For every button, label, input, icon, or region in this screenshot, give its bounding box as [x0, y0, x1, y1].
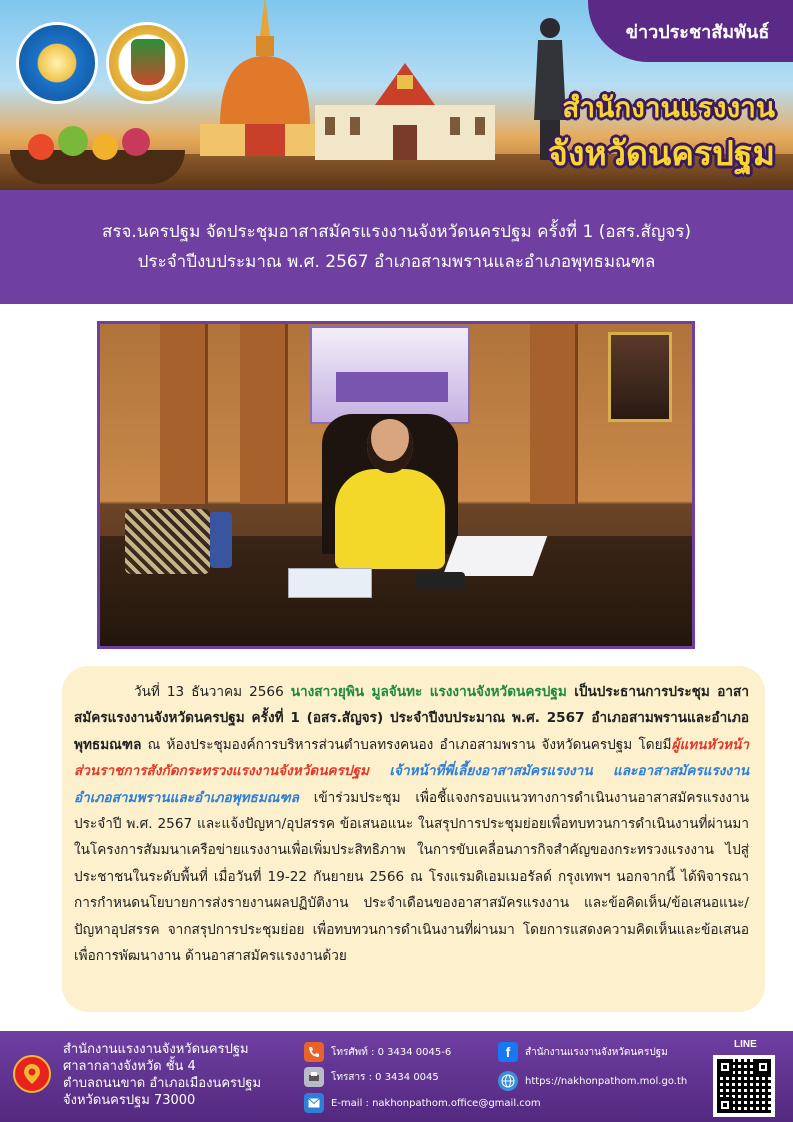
- article-box: [62, 666, 765, 1012]
- ministry-of-labour-logo: [106, 22, 188, 104]
- footer-address: [63, 1041, 288, 1109]
- fruit-illustration: [28, 134, 54, 160]
- org-name-line1: สำนักงานแรงงาน: [562, 91, 775, 124]
- press-release-label: ข่าวประชาสัมพันธ์: [625, 21, 770, 42]
- projector-screen: [310, 326, 470, 424]
- headline-bar: [0, 190, 793, 304]
- wall-panel: [160, 324, 208, 504]
- address-line: จังหวัดนครปฐม 73000: [63, 1093, 196, 1108]
- contact-phone: [304, 1042, 451, 1062]
- fruit-illustration: [122, 128, 150, 156]
- meeting-photo: [97, 321, 695, 649]
- headline-line2: ประจำปีงบประมาณ พ.ศ. 2567 อำเภอสามพรานและอำเภอพุทธมณฑล: [137, 252, 656, 272]
- province-seal-logo: [16, 22, 98, 104]
- email-text: E-mail : nakhonpathom.office@gmail.com: [331, 1097, 541, 1109]
- address-line: ตำบลถนนขาด อำเภอเมืองนครปฐม: [63, 1076, 262, 1091]
- fruit-illustration: [58, 126, 88, 156]
- org-name-line2: จังหวัดนครปฐม: [547, 134, 775, 174]
- phone-icon: [304, 1042, 324, 1062]
- fruit-illustration: [92, 134, 118, 160]
- handbag: [125, 509, 210, 574]
- wall-panel: [530, 324, 578, 504]
- meeting-details: เข้าร่วมประชุม เพื่อชี้แจงกรอบแนวทางการดำเนินงานอาสาสมัครแรงงาน ประจำปี พ.ศ. 2567 และแจ้งปัญหา/อุปสรรค ข้อเสนอแนะ ในสรุปการประชุมย่อยเพื่อทบทวนการดำเนินงานที่ผ่านมา ในโครงการสัมมนาเครือข่ายแรงงานเพื่อเพิ่มประสิทธิภาพ ในการขับเคลื่อนภารกิจสำคัญของกระทรวงแรงงาน ไปสู่ประชาชนในระดับพื้นที่ เมื่อวันที่ 19-22 กันยายน 2566 ณ โรงแรมดิเอมเมอรัลด์ กรุงเทพฯ นอกจากนี้ ได้พิจารณาการกำหนดนโยบายการส่งรายงานผลปฏิบัติงาน ประจำเดือนของอาสาสมัครแรงงาน และข้อคิดเห็น/ข้อเสนอแนะ/ปัญหาอุปสรรค จากสรุปการประชุมย่อย เพื่อทบทวนการดำเนินงานที่ผ่านมา โดยการแสดงความคิดเห็นและข้อเสนอ เพื่อการพัฒนางาน ด้านอาสาสมัครแรงงานด้วย: [74, 789, 749, 965]
- desk-microphone: [415, 572, 465, 590]
- royal-portrait: [608, 332, 672, 422]
- facebook-icon: f: [498, 1042, 518, 1062]
- line-qr-code[interactable]: [713, 1055, 775, 1117]
- contact-fax: [304, 1067, 439, 1087]
- fax-icon: [304, 1067, 324, 1087]
- contact-website[interactable]: [498, 1071, 687, 1091]
- header-banner: [0, 0, 793, 190]
- meeting-documents: [443, 536, 548, 576]
- facebook-text: สำนักงานแรงงานจังหวัดนครปฐม: [525, 1046, 668, 1058]
- contact-facebook[interactable]: [498, 1042, 668, 1062]
- wall-panel: [240, 324, 288, 504]
- fax-text: โทรสาร : 0 3434 0045: [331, 1071, 439, 1083]
- chairperson-name: นางสาวยุพิน มูลจันทะ แรงงานจังหวัดนครปฐม: [290, 684, 567, 700]
- qr-label: LINE: [734, 1039, 757, 1050]
- website-text: https://nakhonpathom.mol.go.th: [525, 1075, 688, 1087]
- desk-nameplate: [288, 568, 372, 598]
- footer: [0, 1031, 793, 1122]
- article-date: วันที่ 13 ธันวาคม 2566: [134, 684, 291, 700]
- address-line: ศาลากลางจังหวัด ชั้น 4: [63, 1059, 196, 1074]
- address-line: สำนักงานแรงงานจังหวัดนครปฐม: [63, 1042, 249, 1057]
- meeting-chairperson: [335, 419, 445, 569]
- attendees-volunteers: เจ้าหน้าที่พี่เลี้ยงอาสาสมัครแรงงาน และอาสาสมัครแรงงานอำเภอสามพรานและอำเภอพุทธมณฑล: [74, 763, 749, 806]
- contact-email[interactable]: [304, 1093, 541, 1113]
- article-text: [74, 679, 749, 969]
- meeting-title: เป็นประธานการประชุม อาสาสมัครแรงงานจังหวัดนครปฐม ครั้งที่ 1 (อสร.สัญจร) ประจำปีงบประมาณ พ.ศ. 2567 อำเภอสามพรานและอำเภอพุทธมณฑล: [74, 684, 749, 753]
- globe-icon: [498, 1071, 518, 1091]
- phone-text: โทรศัพท์ : 0 3434 0045-6: [331, 1046, 452, 1058]
- email-icon: [304, 1093, 324, 1113]
- water-flask: [210, 512, 232, 568]
- meeting-venue: ณ ห้องประชุมองค์การบริหารส่วนตำบลทรงคนอง อำเภอสามพราน จังหวัดนครปฐม โดยมี: [141, 736, 672, 753]
- map-pin-icon: [13, 1055, 51, 1093]
- attendees-officials: ผู้แทนหัวหน้าส่วนราชการสังกัดกระทรวงแรงงานจังหวัดนครปฐม: [74, 736, 749, 780]
- headline-line1: สรจ.นครปฐม จัดประชุมอาสาสมัครแรงงานจังหวัดนครปฐม ครั้งที่ 1 (อสร.สัญจร): [101, 222, 692, 242]
- press-release-tag: [588, 0, 793, 62]
